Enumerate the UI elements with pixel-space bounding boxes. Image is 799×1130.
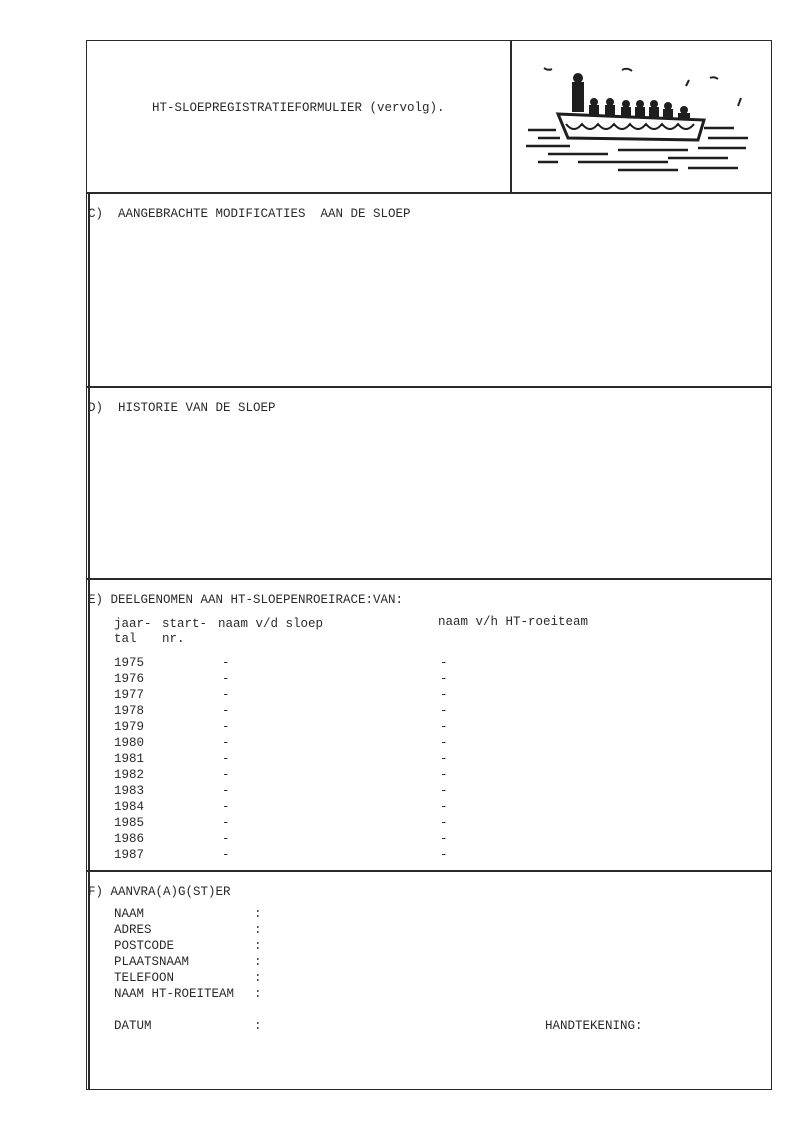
- boat-name-dash: -: [222, 752, 230, 766]
- field-colon: :: [254, 971, 262, 985]
- form-title: HT-SLOEPREGISTRATIEFORMULIER (vervolg).: [152, 101, 445, 115]
- year-cell: 1986: [114, 832, 145, 846]
- section-f-heading: F) AANVRA(A)G(ST)ER: [88, 885, 231, 899]
- section-d-heading: D) HISTORIE VAN DE SLOEP: [88, 401, 276, 415]
- field-colon: :: [254, 987, 262, 1001]
- boat-name-dash: -: [222, 816, 230, 830]
- col-team-header: naam v/h HT-roeiteam: [438, 615, 589, 629]
- boat-name-dash: -: [222, 736, 230, 750]
- year-cell: 1979: [114, 720, 145, 734]
- field-label: ADRES: [114, 923, 152, 937]
- year-cell: 1983: [114, 784, 145, 798]
- field-label: PLAATSNAAM: [114, 955, 190, 969]
- col-boat-header: naam v/d sloep: [218, 617, 324, 631]
- team-name-dash: -: [440, 704, 448, 718]
- year-cell: 1978: [114, 704, 145, 718]
- team-name-dash: -: [440, 656, 448, 670]
- signature-label: HANDTEKENING:: [545, 1019, 643, 1033]
- year-cell: 1980: [114, 736, 145, 750]
- team-name-dash: -: [440, 784, 448, 798]
- team-name-dash: -: [440, 800, 448, 814]
- year-cell: 1982: [114, 768, 145, 782]
- year-cell: 1984: [114, 800, 145, 814]
- form-border: [86, 40, 772, 1090]
- field-label: NAAM HT-ROEITEAM: [114, 987, 235, 1001]
- team-name-dash: -: [440, 848, 448, 862]
- field-label: TELEFOON: [114, 971, 175, 985]
- field-label: NAAM: [114, 907, 145, 921]
- date-colon: :: [254, 1019, 262, 1033]
- year-cell: 1977: [114, 688, 145, 702]
- boat-name-dash: -: [222, 720, 230, 734]
- year-cell: 1975: [114, 656, 145, 670]
- team-name-dash: -: [440, 832, 448, 846]
- header-divider: [510, 40, 512, 193]
- field-colon: :: [254, 923, 262, 937]
- section-c-heading: C) AANGEBRACHTE MODIFICATIES AAN DE SLOEP: [88, 207, 411, 221]
- section-d-rule: [86, 386, 772, 388]
- col-start-header-2: nr.: [162, 632, 185, 646]
- section-f-rule: [86, 870, 772, 872]
- field-colon: :: [254, 907, 262, 921]
- rowing-boat-logo: [518, 58, 768, 188]
- boat-name-dash: -: [222, 800, 230, 814]
- col-year-header-1: jaar-: [114, 617, 152, 631]
- boat-name-dash: -: [222, 672, 230, 686]
- boat-name-dash: -: [222, 656, 230, 670]
- team-name-dash: -: [440, 720, 448, 734]
- team-name-dash: -: [440, 736, 448, 750]
- year-cell: 1976: [114, 672, 145, 686]
- section-e-heading: E) DEELGENOMEN AAN HT-SLOEPENROEIRACE:VAN:: [88, 593, 404, 607]
- left-edge-mark: [88, 192, 90, 1090]
- field-label: POSTCODE: [114, 939, 175, 953]
- boat-name-dash: -: [222, 688, 230, 702]
- boat-name-dash: -: [222, 832, 230, 846]
- team-name-dash: -: [440, 752, 448, 766]
- team-name-dash: -: [440, 688, 448, 702]
- section-e-rule: [86, 578, 772, 580]
- year-cell: 1987: [114, 848, 145, 862]
- field-colon: :: [254, 939, 262, 953]
- col-start-header-1: start-: [162, 617, 208, 631]
- boat-name-dash: -: [222, 704, 230, 718]
- date-label: DATUM: [114, 1019, 152, 1033]
- team-name-dash: -: [440, 816, 448, 830]
- col-year-header-2: tal: [114, 632, 137, 646]
- header-bottom-rule: [86, 192, 772, 194]
- boat-name-dash: -: [222, 848, 230, 862]
- year-cell: 1985: [114, 816, 145, 830]
- field-colon: :: [254, 955, 262, 969]
- team-name-dash: -: [440, 768, 448, 782]
- boat-name-dash: -: [222, 784, 230, 798]
- year-cell: 1981: [114, 752, 145, 766]
- boat-name-dash: -: [222, 768, 230, 782]
- team-name-dash: -: [440, 672, 448, 686]
